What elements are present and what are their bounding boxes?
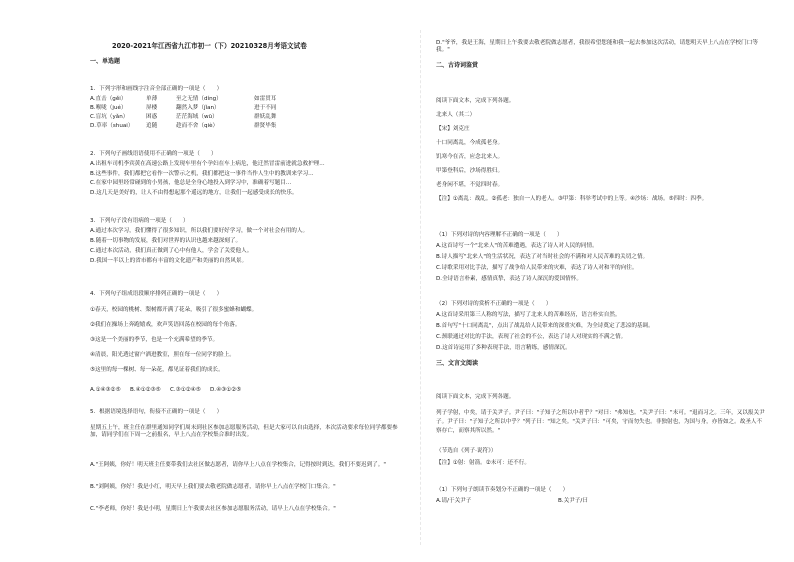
q3-option-d: D.我国一半以上的省市都有丰富的文化遗产和美丽的自然风景。 [90,258,248,264]
pq2-option-d: D.这首诗运用了多种表现手法，语言精练，感情深沉。 [436,345,571,351]
q1-c-3: 茫茫海域（wū） [176,114,218,120]
q1-a-1: A.直击（gěi） [90,96,127,102]
section-2-heading: 二、古诗词鉴赏 [436,62,479,69]
q4-option-d: D.④③①②⑤ [210,387,242,393]
q1-d-3: 趁而不舍（qiè） [176,123,219,129]
poem-intro: 阅读下面文本，完成下列各题。 [436,98,515,104]
pq2-stem: （2）下列对诗的赏析不正确的一项是（ ） [436,301,552,307]
pq1-option-b: B.诗人描写"北来人"的生活状况，表达了对当时社会的不满和对人民苦难的关切之情。 [436,254,649,260]
poem-author: 【宋】刘克庄 [436,126,470,132]
section-1-heading: 一、单选题 [90,58,121,65]
q2-option-b: B.这些事件，我们都把它看作一次警示之机，我们都把这一事件当作人生中的教训来学习... [90,171,314,177]
q5-option-b: B."刘阿姨，你好！我是小红，明天早上我们要去敬老院做志愿者，请你早上八点在学校门口集合。" [90,484,336,490]
q1-a-3: 至之无情（díng） [176,96,222,102]
poem-line-4: 老身闲不堪，不觉四时春。 [436,182,504,188]
q5-option-a: A."王阿姨，你好！明天班主任要带我们去社区做志愿者，请你早上八点在学校集合，记得按时到达，我们不要迟到了。" [90,462,386,468]
q3-stem: 3．下列句子没有语病的一项是（ ） [90,218,189,224]
q1-row-a [90,96,276,103]
q1-b-1: B.喉咙（jué） [90,105,127,111]
q1-d-1: D.草率（shuai） [90,123,134,129]
q4-item-5: ⑤这里的每一棵树、每一朵花，都见证着我们的成长。 [90,367,224,373]
wyw-body: 列子学射，中矣，请于关尹子。尹子曰："子知子之所以中者乎？"对曰："弗知也。"关尹子曰："未可。"退而习之。三年，又以报关尹子。尹子曰："子知子之所以中乎？"列子曰："知之矣。"关尹子曰："可矣，守而勿失也。非独射也，为国与身，亦皆如之。故圣人不察存亡，而察其所以然。" [436,410,765,434]
poem-line-2: 饥寒今在否，应念北来人。 [436,154,504,160]
wq1-stem: （1）下列句子朗读节奏划分不正确的一项是（ ） [436,487,569,493]
wq1-option-b: B.关尹子/曰 [558,498,588,504]
q5-body: 星期五上午，班主任在群里通知同学们周末到社区参加志愿服务活动，但是大家可以自由选择，本次活动要求每位同学都要参加，请同学们在下周一之前报名，早上八点在学校集合准时出发。 [90,425,398,438]
q1-b-3: 翻然入梦（jǐan） [176,105,220,111]
q3-option-b: B.随着一切事物的发展，我们对世界的认识也越来越深刻了。 [90,238,242,244]
q1-d-4: 群贤毕集 [254,123,277,129]
q4-option-c: C.③①②④⑤ [170,387,201,393]
pq1-option-d: D.全诗语言朴素，感情真挚，表达了诗人深沉的爱国情怀。 [436,276,582,282]
poem-line-3: 甲第登科后，沙场得胜归。 [436,168,504,174]
q1-row-b [90,105,276,112]
column-divider [420,30,421,545]
q4-stem: 4．下列句子组成语段顺序排列正确的一项是（ ） [90,291,223,297]
q1-b-4: 进于不同 [254,105,277,111]
q1-row-c [90,114,276,121]
q1-a-4: 如雷贯耳 [254,96,277,102]
pq2-option-a: A.这首诗采用第三人称的写法，描写了北来人的苦难经历，语言朴实自然。 [436,312,621,318]
q2-option-c: C.在家中园里经常碰到的小男孩，他总是全身心地投入到学习中，准确着写题目... [90,180,292,186]
q3-option-c: C.通过本次活动，我们真正做到了心中有他人，学会了关爱他人。 [90,248,253,254]
pq2-option-c: C.颈联通过对比的手法，表现了社会的不公，表达了诗人对现实的不满之情。 [436,334,627,340]
q2-stem: 2．下列句子画线语语使用不正确的一项是（ ） [90,151,217,157]
section-3-heading: 三、文言文阅读 [436,360,479,367]
q4-item-4: ④清晨，阳光透过窗户洒进教室，照在每一位同学的脸上。 [90,352,235,358]
q1-d-2: 追随 [146,123,158,129]
q4-item-3: ③这是一个美丽的季节，也是一个充满希望的季节。 [90,337,219,343]
pq1-stem: （1）下列对诗的内容理解不正确的一项是（ ） [436,232,563,238]
poem-note: 【注】①离乱：战乱。②孤老：独自一人的老人。③甲第：科举考试中的上等。④沙场：战场。⑤四时：四季。 [436,196,708,202]
wyw-intro: 阅读下面文本，完成下列各题。 [436,394,515,400]
poem-line-1: 十口同离乱，今成孤老身。 [436,140,504,146]
q5-stem: 5．根据语境选择语句，衔接不正确的一项是（ ） [90,409,223,415]
pq1-option-c: C.诗歌采用对比手法，描写了战争给人民带来的灾难，表达了诗人对和平的向往。 [436,265,638,271]
q1-c-2: 困惑 [146,114,158,120]
wyw-source: （节选自《列子·说符》） [436,448,497,454]
q3-option-a: A.通过本次学习，我们懂得了很多知识，所以我们要好好学习，做一个对社会有用的人。 [90,228,309,234]
q1-stem: 1．下列字形和画线字注音全部正确的一项是（ ） [90,86,223,92]
pq1-option-a: A.这首诗写一个"北来人"的苦难遭遇，表达了诗人对人民的同情。 [436,243,598,249]
q4-item-2: ②我们在操场上奔跑嬉戏，欢声笑语回荡在校园的每个角落。 [90,322,241,328]
q1-c-4: 群妖乱舞 [254,114,277,120]
q1-c-1: C.盲坑（yǎn） [90,114,129,120]
q5-option-c: C."李老师，你好！我是小明，星期日上午我要去社区参加志愿服务活动，请早上八点在学校集合。" [90,506,336,512]
q4-option-b: B.④①②③⑤ [130,387,161,393]
q1-row-d [90,123,276,130]
wyw-note: 【注】①射：射箭。②未可：还不行。 [436,460,530,466]
q5-option-d: D."爷爷，我是王海，星期日上午我要去敬老院做志愿者，我很希望您能和我一起去参加这次活动，请您明天早上八点在学校门口等我。" [436,40,758,53]
q2-option-d: D.这几天是美好的，让人不由得想起那个遥远的地方，让我们一起感受成长的快乐。 [90,190,298,196]
q4-options [90,387,241,394]
pq2-option-b: B.首句写"十口同离乱"，点出了战乱给人民带来的深重灾难，为全诗奠定了悲凉的基调。 [436,323,654,329]
q1-b-2: 屏楼 [146,105,158,111]
exam-title: 2020-2021年江西省九江市初一（下）20210328月考语文试卷 [112,42,307,50]
q1-a-2: 单薄 [146,96,158,102]
q2-option-a: A.出租车司机李宾黄在高速公路上发现车里有个孕妇在车上病危，他迁然冒雷前进就急救护理... [90,161,325,167]
wq1-option-a: A.请/于关尹子 [436,498,472,504]
q4-item-1: ①春天，校园的桃树、梨树都开满了花朵，吸引了很多蜜蜂和蝴蝶。 [90,307,258,313]
poem-title: 北来人（其二） [436,112,476,118]
q4-option-a: A.①④③②⑤ [90,387,121,393]
